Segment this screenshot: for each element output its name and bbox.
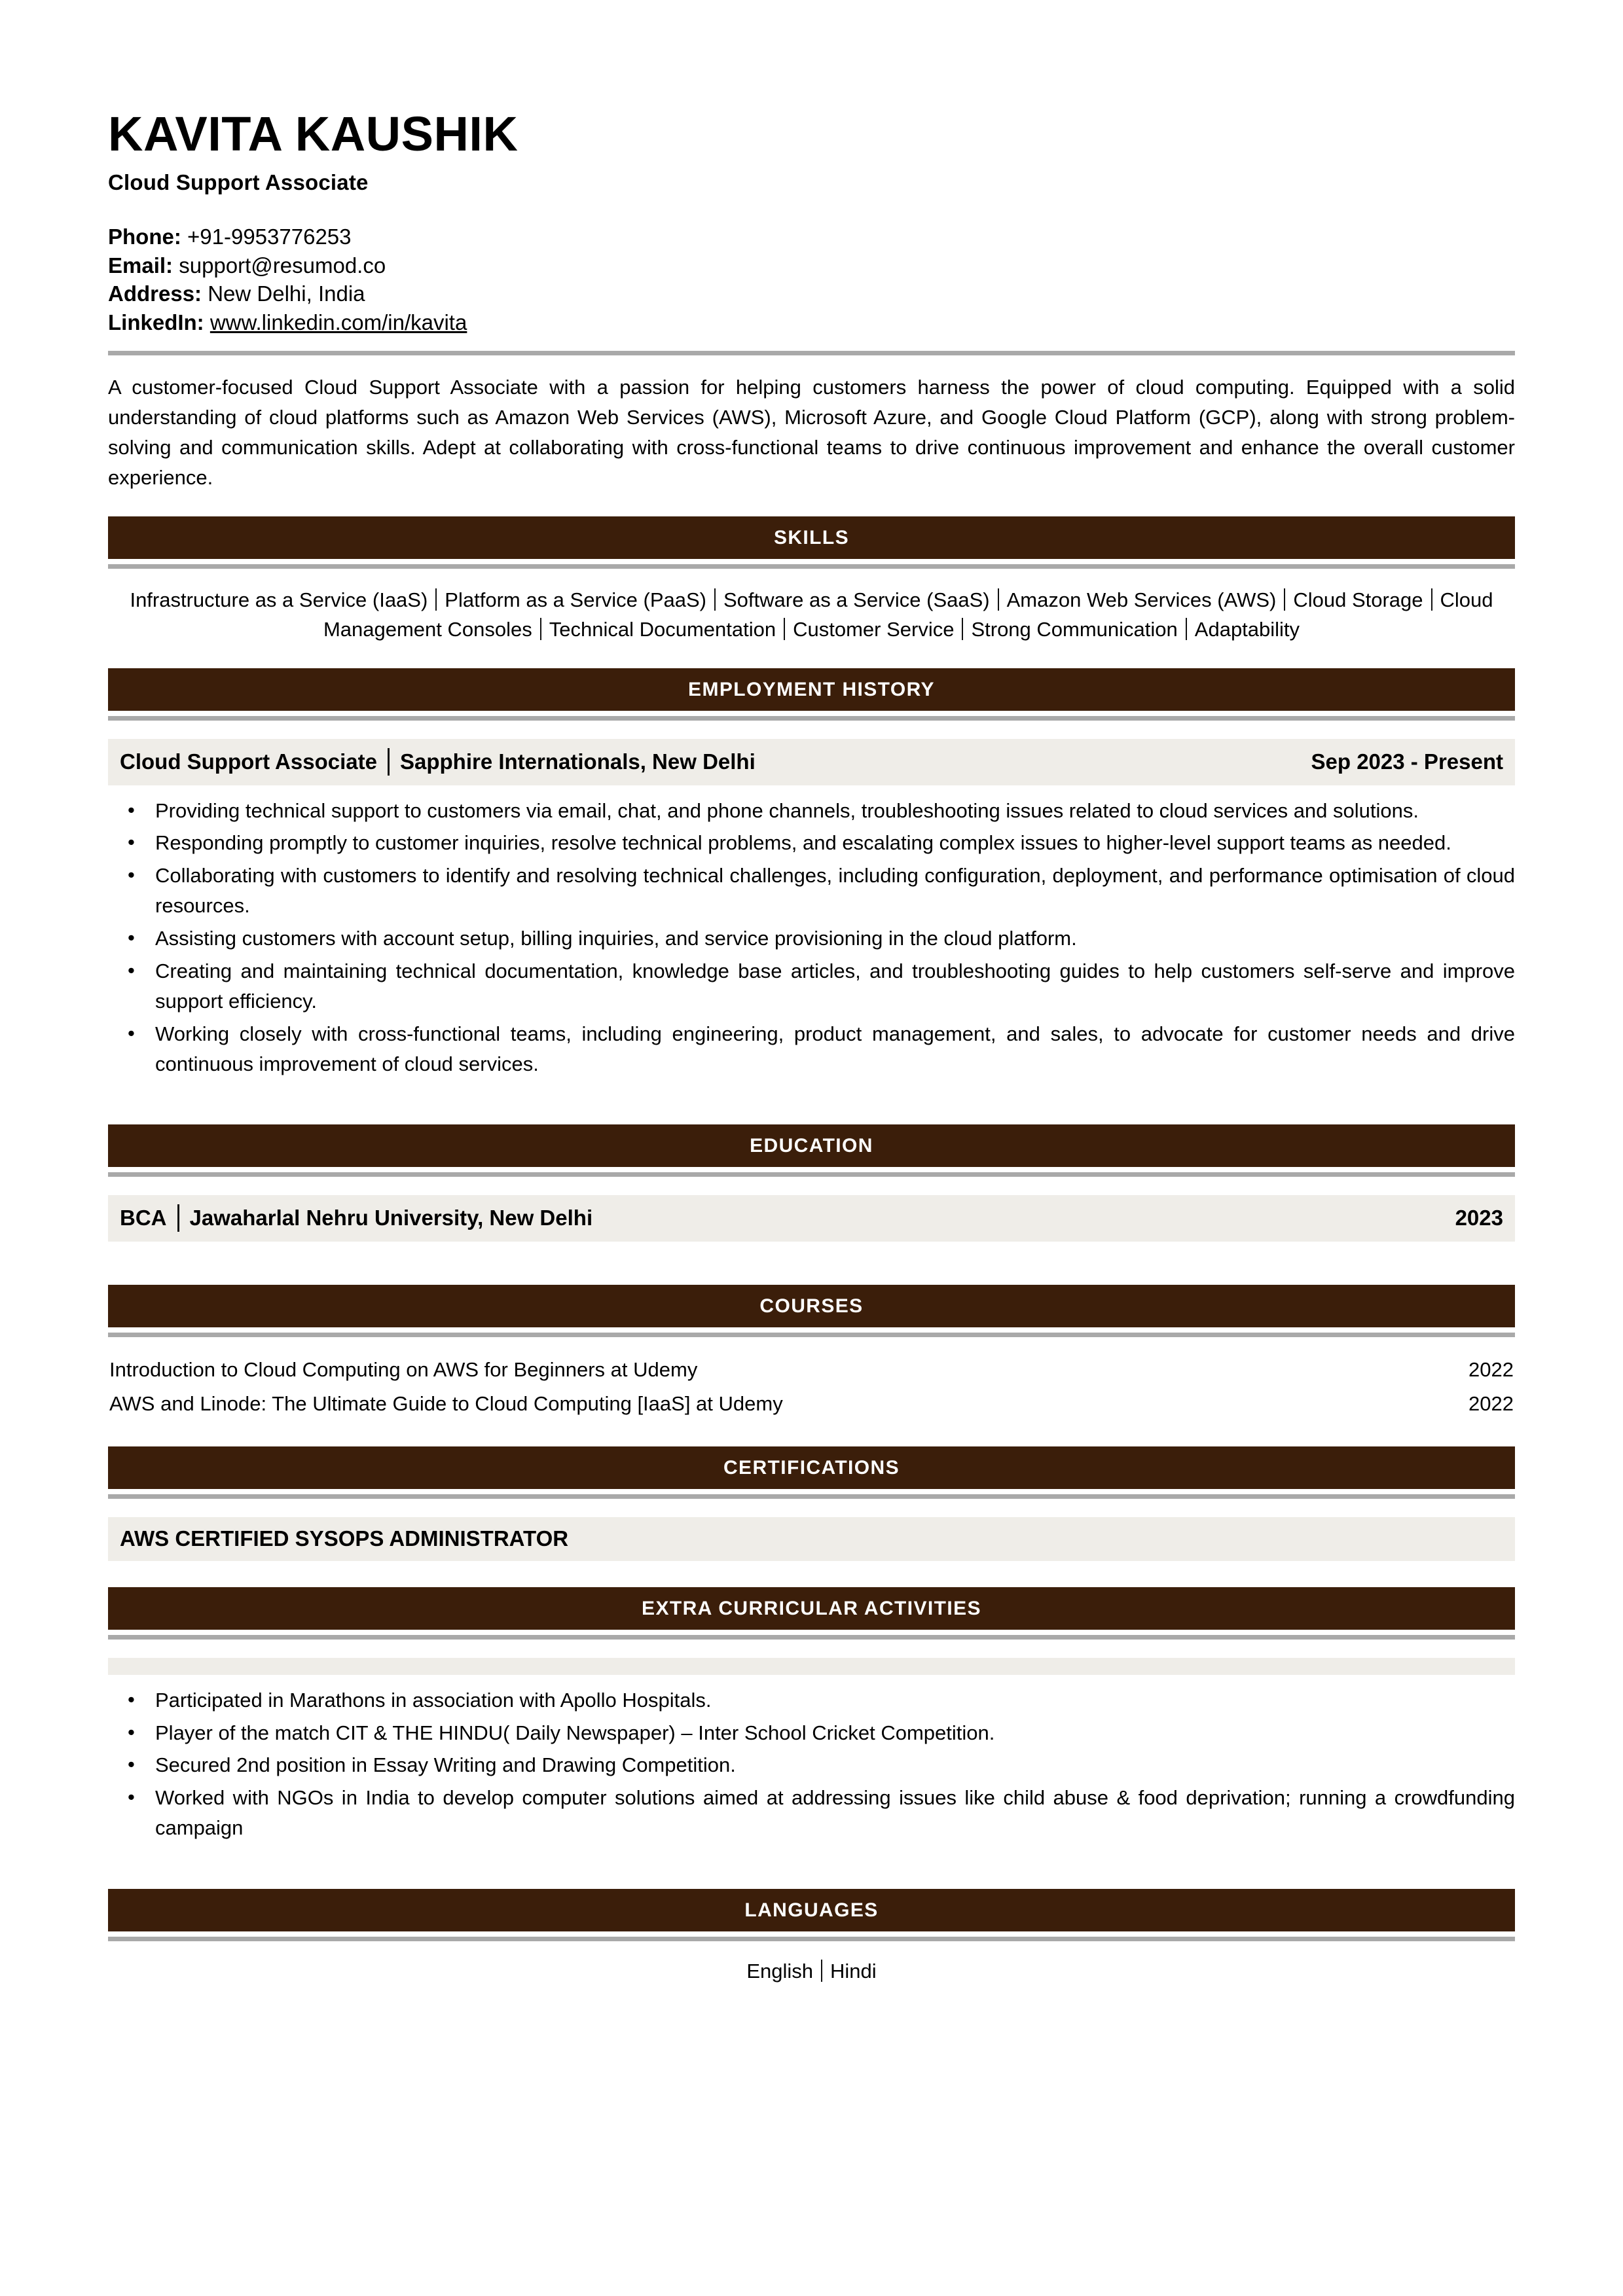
spacer [108,1846,1515,1889]
languages-list [108,1960,1515,1983]
list-item: • Player of the match CIT & THE HINDU( Daily Newspaper) – Inter School Cricket Competition. [150,1718,1515,1748]
header-divider [108,351,1515,355]
list-item: • Secured 2nd position in Essay Writing and Drawing Competition. [150,1750,1515,1780]
separator-icon [821,1960,822,1982]
skill-item: Software as a Service (SaaS) [723,588,990,611]
separator-icon [784,618,785,640]
section-languages [108,1889,1515,1983]
page-title: KAVITA KAUSHIK [108,107,519,161]
section-heading-courses: COURSES [108,1285,1515,1327]
section-skills [108,516,1515,645]
section-underline-skills [108,564,1515,569]
section-heading-employment: EMPLOYMENT HISTORY [108,668,1515,711]
list-item: • Responding promptly to customer inquiries, resolve technical problems, and escalating complex issues to higher-level support teams as needed. [150,828,1515,858]
section-underline-education [108,1172,1515,1177]
language-item: English [746,1960,814,1983]
section-heading-certifications: CERTIFICATIONS [108,1446,1515,1489]
education-institution: Jawaharlal Nehru University, New Delhi [189,1206,593,1230]
list-item: • Assisting customers with account setup, billing inquiries, and service provisioning in the cloud platform. [150,924,1515,954]
list-item: • Providing technical support to customers via email, chat, and phone channels, troubleshooting issues related to cloud services and solutions. [150,796,1515,826]
certification-name: AWS CERTIFIED SYSOPS ADMINISTRATOR [120,1526,569,1551]
list-item: • Creating and maintaining technical documentation, knowledge base articles, and troubleshooting guides to help customers self-serve and improve support efficiency. [150,956,1515,1016]
separator-icon [1284,588,1285,611]
professional-summary: A customer-focused Cloud Support Associate with a passion for helping customers harness the power of cloud computing. Equipped with a solid understanding of cloud platforms such as Amazon Web Services (AWS), Microsoft Azure, and Google Cloud Platform (GCP), along with strong problem- solving and communication skills. Adept at collaborating with cross-functional teams to drive continuous improvement and enhance the overall customer experience. [108,376,1515,489]
course-row [108,1353,1515,1386]
contact-label-linkedin: LinkedIn: [108,310,204,334]
section-heading-languages: LANGUAGES [108,1889,1515,1931]
employment-company: Sapphire Internationals, New Delhi [399,749,756,774]
skill-item: Technical Documentation [549,617,776,641]
separator-icon [962,618,963,640]
separator-icon [714,588,716,611]
resume-header [108,0,1515,355]
education-entry [108,1195,1515,1242]
section-heading-skills: SKILLS [108,516,1515,559]
separator-icon [388,748,390,776]
employment-role-company [120,748,756,776]
section-underline-languages [108,1937,1515,1941]
contact-value-phone: +91-9953776253 [187,224,352,249]
contact-label-address: Address: [108,281,202,306]
education-degree: BCA [120,1206,167,1230]
section-underline-courses [108,1333,1515,1337]
section-employment-history [108,668,1515,1079]
courses-list [108,1353,1515,1420]
certification-entry [108,1517,1515,1561]
skill-item: Amazon Web Services (AWS) [1006,588,1277,611]
skills-list [108,586,1515,645]
separator-icon [998,588,999,611]
separator-icon [435,588,437,611]
spacer [108,1081,1515,1124]
section-education [108,1124,1515,1242]
section-extracurricular [108,1587,1515,1843]
contact-label-phone: Phone: [108,224,181,249]
separator-icon [177,1204,179,1232]
header-job-title: Cloud Support Associate [108,170,369,194]
list-item: • Worked with NGOs in India to develop computer solutions aimed at addressing issues like child abuse & food deprivation; running a crowdfunding campaign [150,1783,1515,1843]
separator-icon [1431,588,1432,611]
skill-item: Adaptability [1194,617,1300,641]
contact-label-email: Email: [108,253,173,278]
contact-line-phone [108,223,1515,251]
section-courses [108,1285,1515,1420]
separator-icon [1186,618,1187,640]
list-item: • Working closely with cross-functional teams, including engineering, product management, and sales, to advocate for customer needs and drive continuous improvement of cloud services. [150,1019,1515,1079]
course-row [108,1387,1515,1420]
contact-value-address: New Delhi, India [208,281,365,306]
linkedin-link[interactable]: www.linkedin.com/in/kavita [210,310,467,334]
section-heading-extracurricular: EXTRA CURRICULAR ACTIVITIES [108,1587,1515,1630]
skill-item: Cloud Storage [1293,588,1423,611]
section-underline-extracurricular [108,1635,1515,1640]
education-year: 2023 [1455,1206,1503,1230]
contact-line-linkedin [108,308,1515,337]
separator-icon [540,618,541,640]
language-item: Hindi [830,1960,877,1983]
employment-entry-header [108,739,1515,785]
contact-block [108,223,1515,336]
skill-item: Customer Service [793,617,955,641]
course-name: Introduction to Cloud Computing on AWS for Beginners at Udemy [109,1358,698,1382]
skill-item: Infrastructure as a Service (IaaS) [130,588,428,611]
employment-dates: Sep 2023 - Present [1311,749,1503,774]
spacer [108,1420,1515,1446]
employment-bullets [108,796,1515,1079]
section-underline-certifications [108,1494,1515,1499]
contact-line-email [108,251,1515,280]
education-degree-institution [120,1204,593,1232]
spacer [108,1242,1515,1285]
list-item: • Participated in Marathons in association with Apollo Hospitals. [150,1685,1515,1715]
course-name: AWS and Linode: The Ultimate Guide to Cloud Computing [IaaS] at Udemy [109,1391,783,1415]
employment-role: Cloud Support Associate [120,749,377,774]
spacer [108,1561,1515,1587]
skill-item: Strong Communication [971,617,1178,641]
contact-line-address [108,279,1515,308]
section-underline-employment [108,716,1515,721]
extracurricular-bullets [108,1685,1515,1843]
section-certifications [108,1446,1515,1561]
list-item: • Collaborating with customers to identify and resolving technical challenges, including configuration, deployment, and performance optimisation of cloud resources. [150,861,1515,921]
section-heading-education: EDUCATION [108,1124,1515,1167]
course-year: 2022 [1468,1358,1514,1382]
skill-item: Platform as a Service (PaaS) [445,588,706,611]
skill-item: Cloud Management Consoles [323,588,1493,641]
course-year: 2022 [1468,1391,1514,1415]
contact-value-email[interactable]: support@resumod.co [179,253,386,278]
extracurricular-entry-band [108,1658,1515,1675]
